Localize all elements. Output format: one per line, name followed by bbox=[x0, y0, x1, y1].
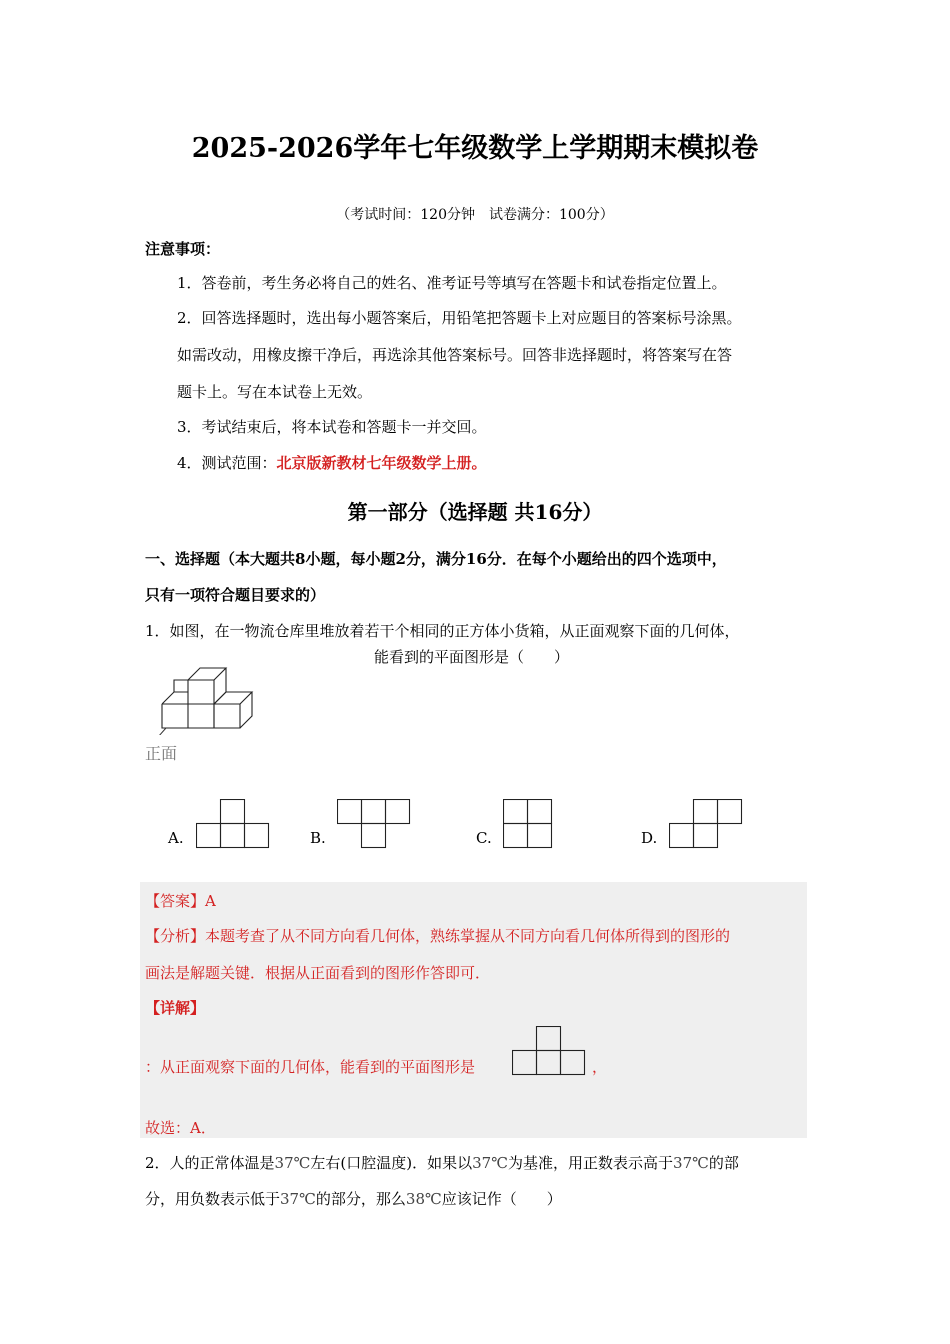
conclusion-text: 故选：A． bbox=[145, 1119, 216, 1137]
cube-stack-figure bbox=[140, 660, 260, 735]
temperature-value: 37℃ bbox=[280, 1190, 316, 1208]
q2-part-1: 2．人的正常体温是 bbox=[145, 1154, 275, 1172]
temperature-value: 37℃ bbox=[472, 1154, 509, 1172]
test-range: 北京版新教材七年级数学上册。 bbox=[276, 454, 487, 472]
detail-text: ：从正面观察下面的几何体，能看到的平面图形是 bbox=[145, 1058, 476, 1076]
question-2-stem bbox=[145, 1152, 739, 1173]
notice-item-4 bbox=[177, 452, 487, 473]
option-a-figure bbox=[196, 799, 270, 849]
q2-part-7: 应该记作（ ） bbox=[441, 1190, 562, 1208]
option-b-figure bbox=[337, 799, 411, 849]
notice-item-1: 1．答卷前，考生务必将自己的姓名、准考证号等填写在答题卡和试卷指定位置上。 bbox=[177, 274, 727, 292]
analysis-text-cont: 画法是解题关键．根据从正面看到的图形作答即可． bbox=[145, 964, 491, 982]
notice-heading: 注意事项： bbox=[145, 240, 221, 258]
section-instruction-cont: 只有一项符合题目要求的） bbox=[145, 586, 326, 604]
q2-part-5: 分，用负数表示低于 bbox=[145, 1190, 281, 1208]
notice-item-2: 2．回答选择题时，选出每小题答案后，用铅笔把答题卡上对应题目的答案标号涂黑。 bbox=[177, 309, 742, 327]
notice-item-3: 3．考试结束后，将本试卷和答题卡一并交回。 bbox=[177, 418, 487, 436]
question-2-stem-cont bbox=[145, 1188, 562, 1209]
option-d-label: D. bbox=[641, 829, 658, 847]
option-c-figure bbox=[503, 799, 553, 849]
q2-part-3: 为基准，用正数表示高于 bbox=[508, 1154, 674, 1172]
q2-part-4: 的部 bbox=[708, 1154, 739, 1172]
temperature-value: 37℃ bbox=[274, 1154, 311, 1172]
detail-label: 【详解】 bbox=[145, 999, 206, 1017]
temperature-value: 38℃ bbox=[405, 1190, 442, 1208]
notice-item-2-end: 题卡上。写在本试卷上无效。 bbox=[177, 383, 373, 401]
section-title: 第一部分（选择题 共16分） bbox=[347, 500, 603, 524]
q2-part-2: 左右(口腔温度)．如果以 bbox=[310, 1154, 473, 1172]
analysis-text: 【分析】本题考查了从不同方向看几何体，熟练掌握从不同方向看几何体所得到的图形的 bbox=[145, 927, 731, 945]
answer-figure bbox=[512, 1026, 588, 1076]
option-c-label: C. bbox=[476, 829, 492, 847]
answer-label: 【答案】A bbox=[145, 892, 216, 910]
option-a-label: A. bbox=[168, 829, 184, 847]
question-1-stem: 1．如图，在一物流仓库里堆放着若干个相同的正方体小货箱，从正面观察下面的几何体， bbox=[145, 622, 740, 640]
exam-info: （考试时间：120分钟 试卷满分：100分） bbox=[336, 207, 614, 223]
answer-panel bbox=[140, 882, 807, 1138]
option-d-figure bbox=[669, 799, 743, 849]
notice-item-2-cont: 如需改动，用橡皮擦干净后，再选涂其他答案标号。回答非选择题时，将答案写在答 bbox=[177, 346, 733, 364]
page-title: 2025-2026学年七年级数学上学期期末模拟卷 bbox=[191, 133, 759, 164]
temperature-value: 37℃ bbox=[673, 1154, 709, 1172]
question-1-stem-cont: 能看到的平面图形是（ ） bbox=[374, 648, 570, 666]
option-b-label: B. bbox=[310, 829, 326, 847]
q2-part-6: 的部分，那么 bbox=[315, 1190, 406, 1208]
front-view-label: 正面 bbox=[145, 744, 178, 763]
section-instruction: 一、选择题（本大题共8小题，每小题2分，满分16分．在每个小题给出的四个选项中， bbox=[145, 550, 727, 568]
detail-comma: ， bbox=[592, 1058, 608, 1076]
notice-item-4-prefix: 4．测试范围： bbox=[177, 454, 277, 472]
